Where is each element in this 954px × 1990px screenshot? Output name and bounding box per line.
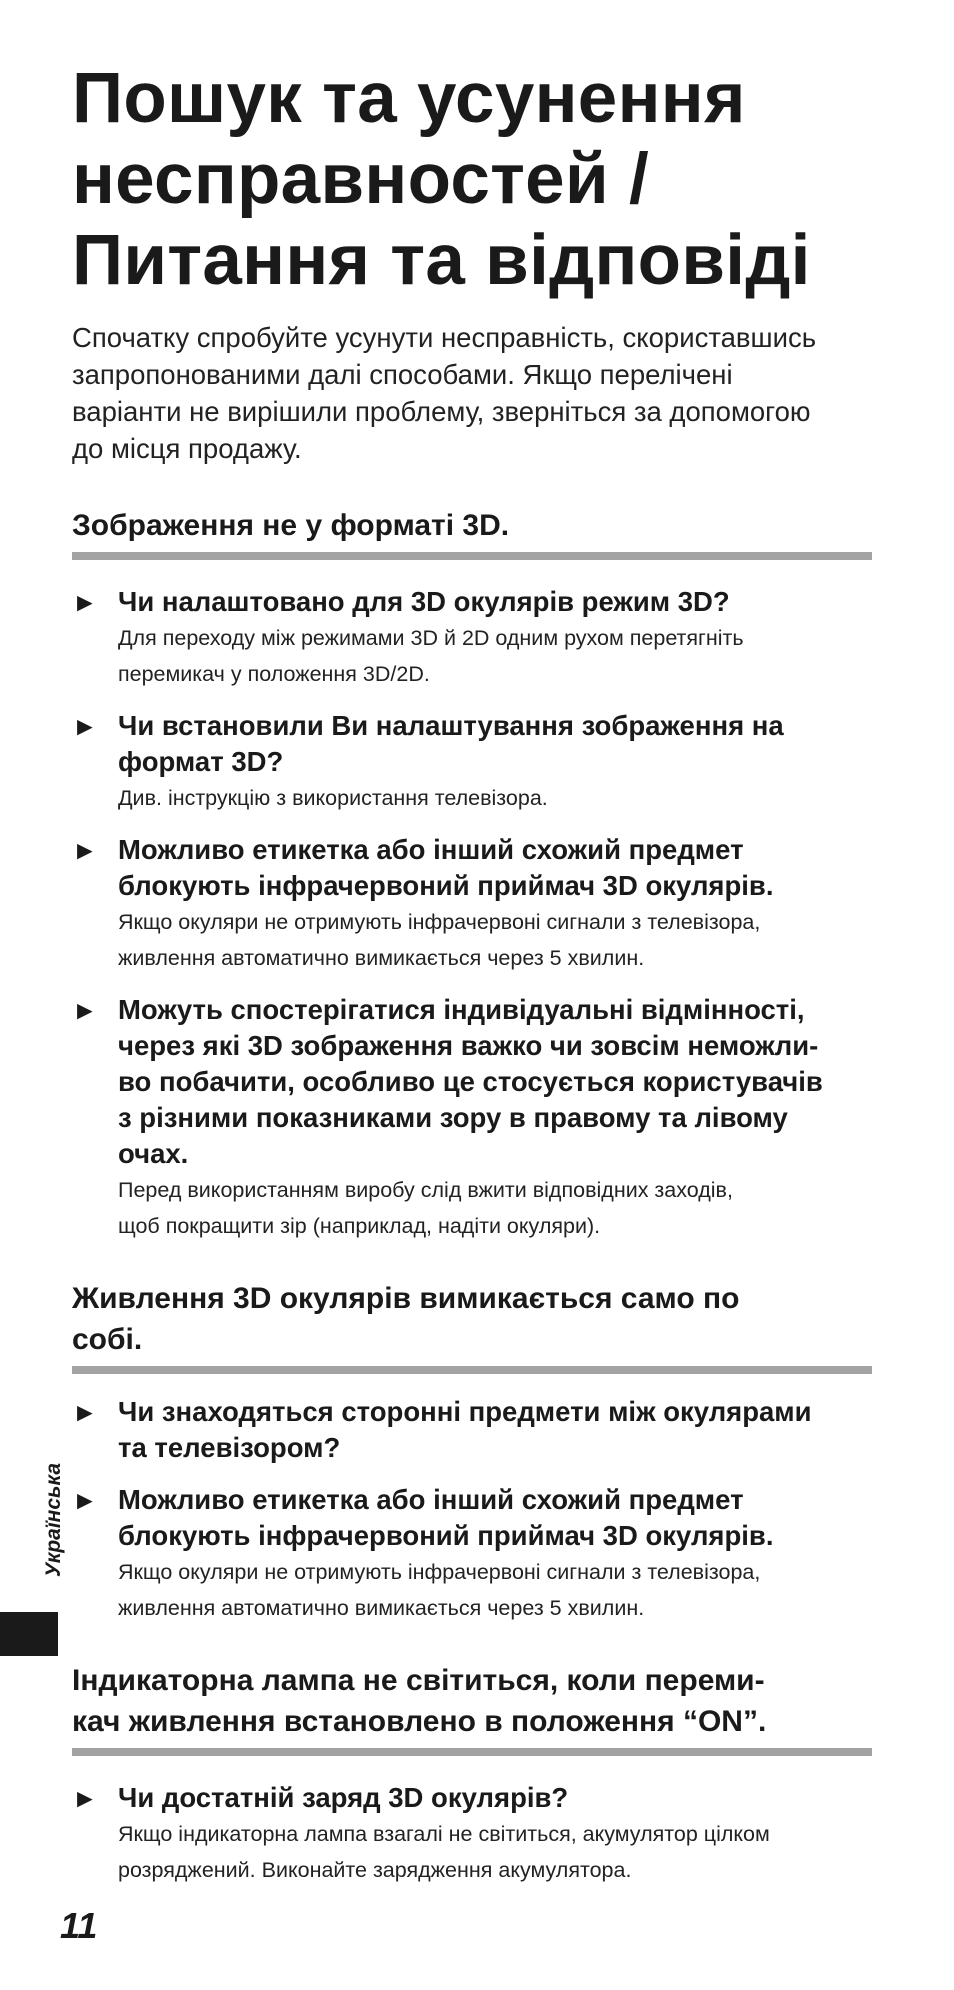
section-power-off [72,1278,872,1626]
question [118,1482,872,1554]
intro-paragraph [72,319,872,467]
intro-line: до місця продажу. [72,433,302,464]
qa-item [72,992,872,1244]
answer-line: Див. інструкцію з використання телевізора. [118,786,548,810]
answer [118,620,872,692]
answer [118,780,872,816]
section-heading [72,1660,872,1756]
answer-line: Для переходу між режимами 3D й 2D одним рухом перетягніть [118,626,744,650]
question-line: Можливо етикетка або інший схожий предмет [118,1484,744,1515]
page-title-line: несправностей / [72,140,649,219]
section-heading-line: собі. [72,1323,143,1356]
qa-item [72,832,872,976]
answer [118,904,872,976]
bullet-arrow-icon: ► [72,1397,98,1427]
qa-item [72,1482,872,1626]
question-line: через які 3D зображення важко чи зовсім неможли- [118,1030,819,1061]
question [118,992,872,1172]
intro-line: Спочатку спробуйте усунути несправність, скориставшись [72,322,817,353]
section-3d-image [72,505,872,1244]
answer [118,1172,872,1244]
bullet-arrow-icon: ► [72,835,98,865]
section-heading [72,505,872,560]
answer-line: Якщо індикаторна лампа взагалі не світиться, акумулятор цілком [118,1822,770,1846]
bullet-arrow-icon: ► [72,995,98,1025]
answer [118,1816,872,1888]
question-line: Чи достатній заряд 3D окулярів? [118,1782,569,1813]
qa-item [72,584,872,692]
question-line: блокують інфрачервоний приймач 3D окулярів. [118,870,774,901]
section-heading-line: Індикаторна лампа не світиться, коли переми- [72,1664,765,1697]
question-line: блокують інфрачервоний приймач 3D окулярів. [118,1520,774,1551]
page-content [72,58,872,1888]
question-line: во побачити, особливо це стосується користувачів [118,1066,823,1097]
question-line: Чи налаштовано для 3D окулярів режим 3D? [118,586,730,617]
intro-line: запропонованими далі способами. Якщо перелічені [72,359,733,390]
answer-line: Якщо окуляри не отримують інфрачервоні сигнали з телевізора, [118,910,761,934]
page-title [72,58,872,301]
bullet-arrow-icon: ► [72,1485,98,1515]
language-tab-marker [0,1612,58,1656]
qa-item [72,708,872,816]
question-line: Чи встановили Ви налаштування зображення на [118,710,784,741]
page-title-line: Пошук та усунення [72,59,746,138]
answer-line: перемикач у положення 3D/2D. [118,662,430,686]
section-heading-line: Живлення 3D окулярів вимикається само по [72,1282,740,1315]
question-line: очах. [118,1138,189,1169]
language-side-label: Українська [42,1462,65,1577]
answer [118,1554,872,1626]
answer-line: Перед використанням виробу слід вжити відповідних заходів, [118,1178,733,1202]
answer-line: живлення автоматично вимикається через 5 хвилин. [118,946,645,970]
answer-line: щоб покращити зір (наприклад, надіти окуляри). [118,1214,601,1238]
bullet-arrow-icon: ► [72,1783,98,1813]
page-title-line: Питання та відповіді [72,221,811,300]
intro-line: варіанти не вирішили проблему, зверніться за допомогою [72,396,811,427]
section-indicator-lamp [72,1660,872,1888]
question-line: формат 3D? [118,746,284,777]
question-line: та телевізором? [118,1432,341,1463]
question-line: Чи знаходяться сторонні предмети між окулярами [118,1396,812,1427]
bullet-arrow-icon: ► [72,587,98,617]
qa-item [72,1394,872,1466]
question [118,832,872,904]
section-heading [72,1278,872,1374]
question-line: Можуть спостерігатися індивідуальні відмінності, [118,994,805,1025]
question [118,1394,872,1466]
bullet-arrow-icon: ► [72,711,98,741]
question [118,1780,872,1816]
section-heading-line: Зображення не у форматі 3D. [72,509,510,542]
page-number: 11 [60,1905,98,1946]
section-heading-line: кач живлення встановлено в положення “ON”. [72,1705,767,1738]
answer-line: живлення автоматично вимикається через 5 хвилин. [118,1596,645,1620]
question [118,708,872,780]
answer-line: розряджений. Виконайте зарядження акумулятора. [118,1858,632,1882]
question-line: з різними показниками зору в правому та лівому [118,1102,788,1133]
question-line: Можливо етикетка або інший схожий предмет [118,834,744,865]
qa-item [72,1780,872,1888]
answer-line: Якщо окуляри не отримують інфрачервоні сигнали з телевізора, [118,1560,761,1584]
question [118,584,872,620]
